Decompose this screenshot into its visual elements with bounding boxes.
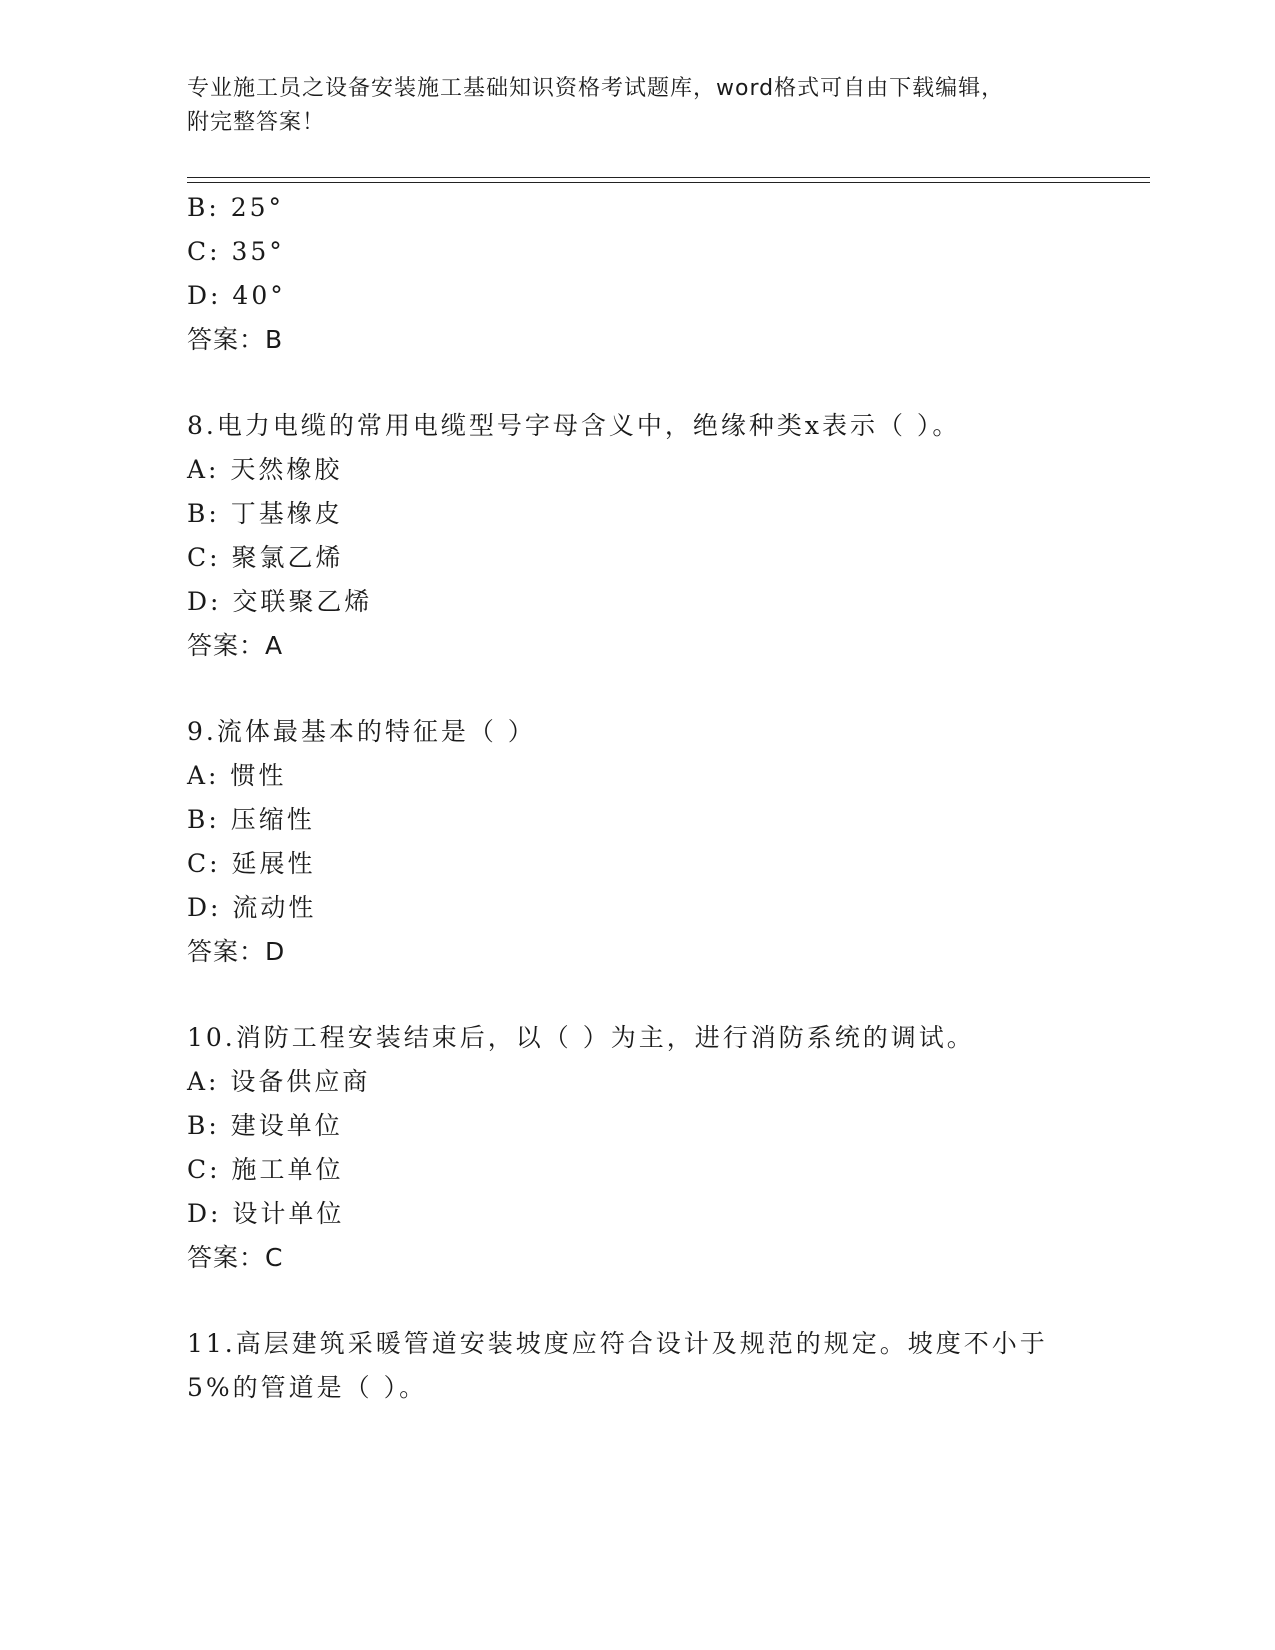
q8-option-c: C: 聚氯乙烯 <box>187 543 344 572</box>
q9-option-b: B: 压缩性 <box>187 805 315 834</box>
q9-option-d: D: 流动性 <box>187 893 317 922</box>
q9-option-c: C: 延展性 <box>187 849 316 878</box>
q8-option-a: A: 天然橡胶 <box>187 455 343 484</box>
header-line-2: 附完整答案！ <box>187 110 326 135</box>
q8-answer: 答案：A <box>187 631 284 660</box>
header-line-1: 专业施工员之设备安装施工基础知识资格考试题库，word格式可自由下载编辑， <box>187 76 1005 101</box>
prev-answer: 答案：B <box>187 325 284 354</box>
q9-stem: 9.流体最基本的特征是（ ） <box>187 717 536 746</box>
page-header <box>187 72 1087 140</box>
q9-option-a: A: 惯性 <box>187 761 287 790</box>
header-divider <box>187 177 1150 183</box>
q10-option-b: B: 建设单位 <box>187 1111 343 1140</box>
q8-stem: 8.电力电缆的常用电缆型号字母含义中，绝缘种类x表示（ ）。 <box>187 411 961 440</box>
q10-option-c: C: 施工单位 <box>187 1155 344 1184</box>
q8-option-b: B: 丁基橡皮 <box>187 499 343 528</box>
q10-option-a: A: 设备供应商 <box>187 1067 371 1096</box>
q8-option-d: D: 交联聚乙烯 <box>187 587 373 616</box>
q10-answer: 答案：C <box>187 1243 284 1272</box>
prev-option-d: D: 40° <box>187 281 286 310</box>
q10-stem: 10.消防工程安装结束后，以（ ）为主，进行消防系统的调试。 <box>187 1023 975 1052</box>
q11-stem-line-1: 11.高层建筑采暖管道安装坡度应符合设计及规范的规定。坡度不小于 <box>187 1329 1048 1358</box>
prev-option-b: B: 25° <box>187 193 285 222</box>
q11-stem-line-2: 5%的管道是（ ）。 <box>187 1373 428 1402</box>
q10-option-d: D: 设计单位 <box>187 1199 345 1228</box>
prev-option-c: C: 35° <box>187 237 285 266</box>
q9-answer: 答案：D <box>187 937 286 966</box>
